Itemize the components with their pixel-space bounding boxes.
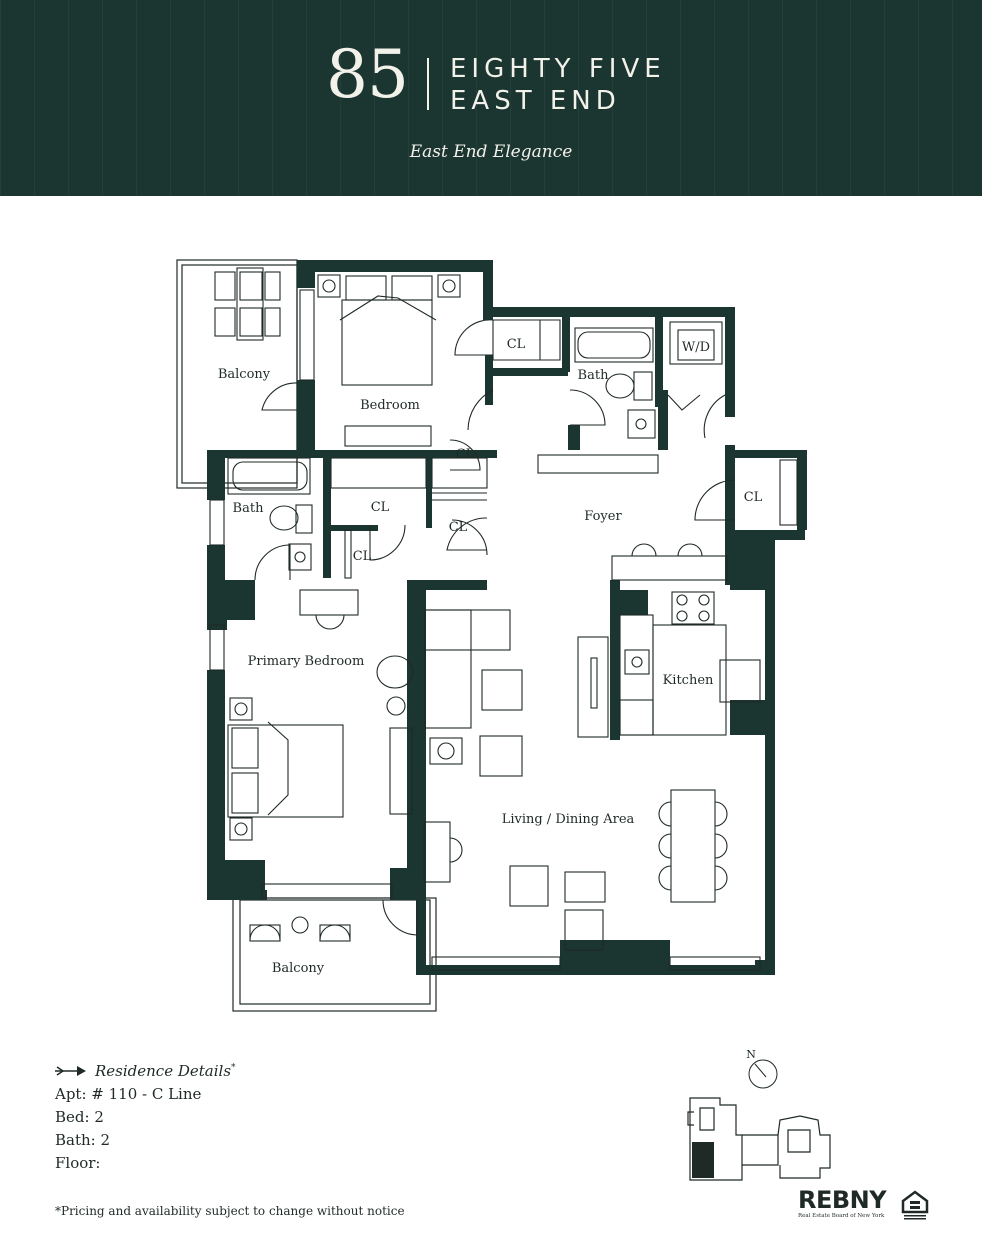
label-bath-top: Bath xyxy=(577,368,609,383)
key-plan xyxy=(680,1040,840,1190)
arrow-icon xyxy=(55,1065,87,1077)
logo-line-1: EIGHTY FIVE xyxy=(450,54,666,84)
label-bath-left: Bath xyxy=(232,501,264,516)
logo-number: 85 xyxy=(326,36,408,113)
rebny-logo-text: REBNY xyxy=(798,1186,887,1214)
label-cl-mid: CL xyxy=(455,447,475,462)
label-cl-small-2: CL xyxy=(448,520,468,535)
disclaimer: *Pricing and availability subject to change without notice xyxy=(55,1204,405,1218)
label-kitchen: Kitchen xyxy=(662,673,714,688)
details-title-row xyxy=(55,1062,236,1080)
rebny-logo-subtitle: Real Estate Board of New York xyxy=(798,1213,885,1219)
label-cl-small-1: CL xyxy=(352,549,372,564)
logo-line-2: EAST END xyxy=(450,86,621,116)
north-label: N xyxy=(746,1048,756,1061)
detail-bath: Bath: 2 xyxy=(55,1131,111,1149)
detail-floor: Floor: xyxy=(55,1154,101,1172)
logo-divider xyxy=(427,58,429,110)
label-balcony-bottom: Balcony xyxy=(271,961,325,976)
label-bedroom: Bedroom xyxy=(360,398,420,413)
label-balcony-top: Balcony xyxy=(217,367,271,382)
details-title: Residence Details* xyxy=(95,1062,236,1080)
label-primary-bedroom: Primary Bedroom xyxy=(247,654,365,669)
details-title-mark: * xyxy=(231,1063,236,1073)
label-cl-left: CL xyxy=(370,500,390,515)
label-cl-right: CL xyxy=(743,490,763,505)
header-banner xyxy=(0,0,982,196)
equal-housing-icon xyxy=(900,1188,930,1220)
residence-details xyxy=(55,1062,236,1172)
label-foyer: Foyer xyxy=(584,509,622,524)
unit-highlight xyxy=(692,1142,714,1178)
label-wd: W/D xyxy=(681,340,711,355)
label-cl-top: CL xyxy=(506,337,526,352)
detail-apt: Apt: # 110 - C Line xyxy=(55,1085,202,1103)
tagline: East End Elegance xyxy=(409,142,573,162)
balcony-bottom-outline xyxy=(233,898,436,1011)
rebny-logo xyxy=(798,1188,886,1219)
floor-plan xyxy=(0,200,982,1030)
detail-bed: Bed: 2 xyxy=(55,1108,104,1126)
label-living-dining: Living / Dining Area xyxy=(501,812,635,827)
